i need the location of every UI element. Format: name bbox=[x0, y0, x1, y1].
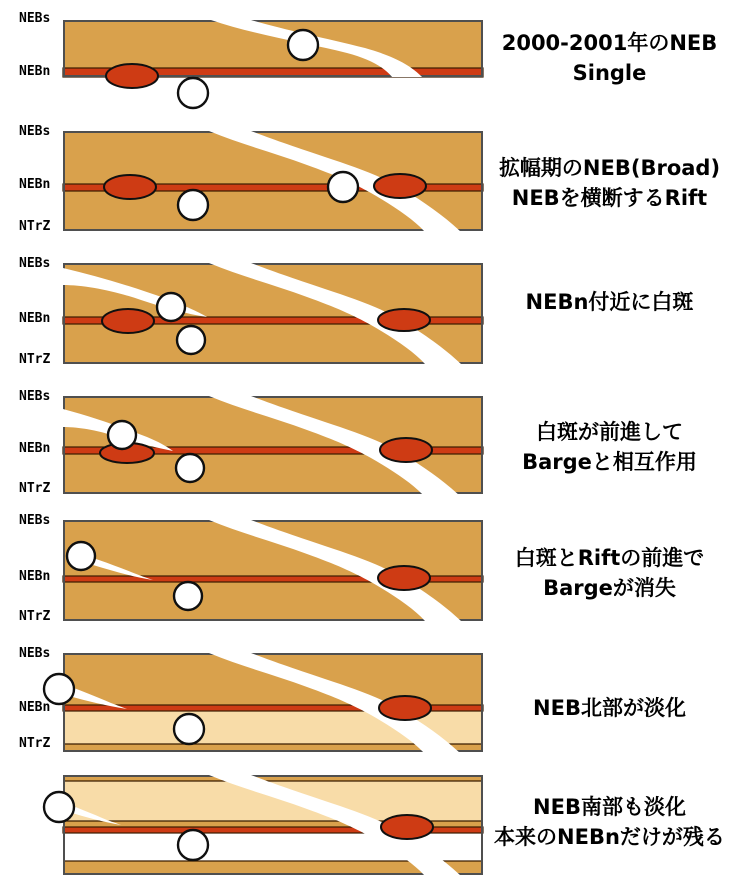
white-spot bbox=[67, 542, 95, 570]
caption-line: NEBを横断するRift bbox=[511, 186, 708, 210]
barge-ellipse bbox=[378, 566, 430, 590]
barge-ellipse bbox=[381, 815, 433, 839]
band-label-nebs: NEBs bbox=[19, 646, 51, 661]
band-label-ntrz: NTrZ bbox=[19, 352, 51, 367]
band-label-nebs: NEBs bbox=[19, 389, 51, 404]
white-spot bbox=[176, 454, 204, 482]
white-spot bbox=[328, 172, 358, 202]
band-label-nebn: NEBn bbox=[19, 700, 51, 715]
barge-ellipse bbox=[102, 309, 154, 333]
barge-ellipse bbox=[104, 175, 156, 199]
caption-barge-disappears bbox=[483, 543, 736, 603]
band-label-nebn: NEBn bbox=[19, 441, 51, 456]
white-spot bbox=[108, 421, 136, 449]
barge-ellipse bbox=[378, 309, 430, 331]
caption-line: Bargeと相互作用 bbox=[522, 450, 697, 474]
white-spot bbox=[178, 190, 208, 220]
barge-ellipse bbox=[380, 438, 432, 462]
white-spot bbox=[177, 326, 205, 354]
barge-ellipse bbox=[106, 64, 158, 88]
band-label-nebs: NEBs bbox=[19, 124, 51, 139]
band-label-nebs: NEBs bbox=[19, 11, 51, 26]
caption-line: 白斑とRiftの前進で bbox=[514, 546, 705, 570]
band-label-nebs: NEBs bbox=[19, 513, 51, 528]
band-label-nebn: NEBn bbox=[19, 569, 51, 584]
caption-white-spots-appear bbox=[483, 287, 736, 317]
band-label-nebn: NEBn bbox=[19, 311, 51, 326]
caption-line: 拡幅期のNEB(Broad) bbox=[498, 156, 721, 180]
barge-ellipse bbox=[379, 696, 431, 720]
white-spot bbox=[44, 792, 74, 822]
barge-ellipse bbox=[374, 174, 426, 198]
caption-line: NEB南部も淡化 bbox=[533, 795, 686, 819]
caption-broad-neb bbox=[483, 153, 736, 213]
caption-single-neb bbox=[483, 28, 736, 88]
white-spot bbox=[178, 830, 208, 860]
white-spot bbox=[288, 30, 318, 60]
band-label-nebn: NEBn bbox=[19, 177, 51, 192]
white-spot bbox=[157, 293, 185, 321]
band-label-ntrz: NTrZ bbox=[19, 481, 51, 496]
caption-line: Single bbox=[572, 61, 647, 85]
caption-line: NEBn付近に白斑 bbox=[525, 290, 694, 314]
band-label-nebs: NEBs bbox=[19, 256, 51, 271]
caption-line: 白斑が前進して bbox=[536, 420, 683, 444]
caption-line: NEB北部が淡化 bbox=[533, 696, 686, 720]
caption-line: Bargeが消失 bbox=[543, 576, 676, 600]
band-label-ntrz: NTrZ bbox=[19, 219, 51, 234]
caption-spot-meets-barge bbox=[483, 417, 736, 477]
caption-line: 2000-2001年のNEB bbox=[501, 31, 718, 55]
band-graphic-south-fades bbox=[23, 735, 523, 885]
white-spot bbox=[174, 582, 202, 610]
caption-south-fades bbox=[483, 792, 736, 852]
caption-north-fades bbox=[483, 693, 736, 723]
band-label-ntrz: NTrZ bbox=[19, 609, 51, 624]
caption-line: 本来のNEBnだけが残る bbox=[494, 825, 725, 849]
band-label-nebn: NEBn bbox=[19, 64, 51, 79]
band-label-ntrz: NTrZ bbox=[19, 736, 51, 751]
